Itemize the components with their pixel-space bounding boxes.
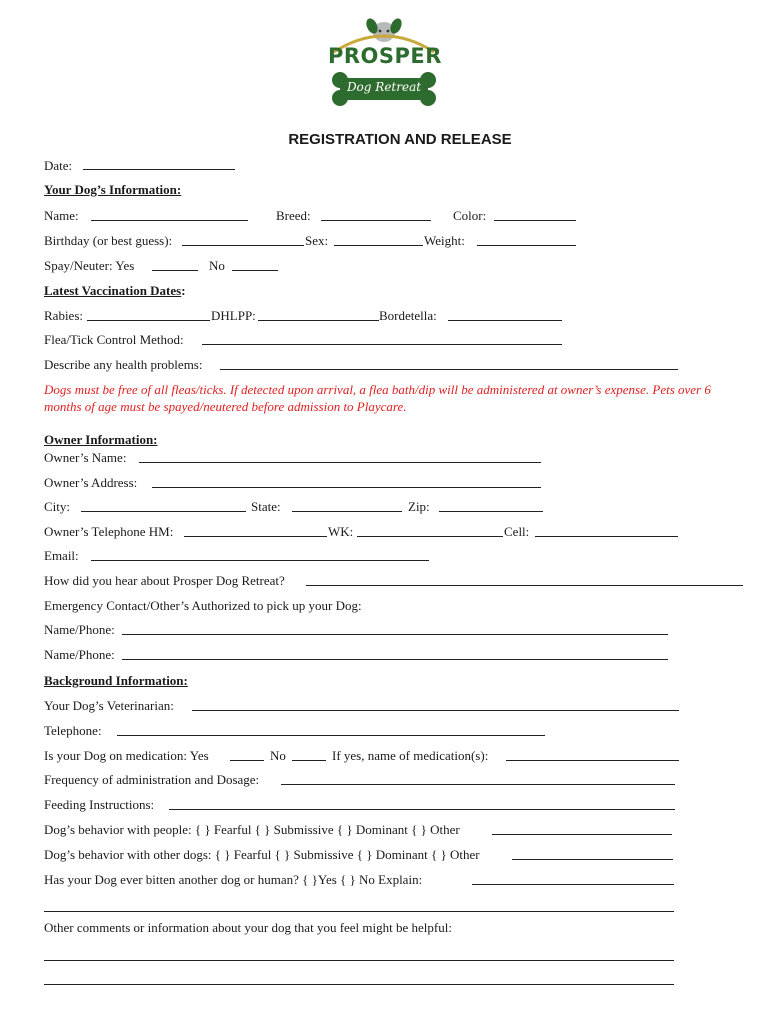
date-row <box>44 157 236 173</box>
bordetella-label: Bordetella: <box>379 308 437 323</box>
rabies-label: Rabies: <box>44 308 83 323</box>
vaccination-heading-row <box>44 283 186 299</box>
sex-label: Sex: <box>305 233 329 248</box>
medication-name-label: If yes, name of medication(s): <box>332 748 489 763</box>
vet-telephone-field[interactable] <box>117 723 545 736</box>
medication-no-field[interactable] <box>292 748 326 761</box>
state-field[interactable] <box>292 499 402 512</box>
medication-label: Is your Dog on medication: Yes <box>44 748 209 763</box>
spay-yes-field[interactable] <box>152 258 198 271</box>
city-label: City: <box>44 499 71 514</box>
prosper-dog-retreat-logo <box>328 16 440 116</box>
extra-explain-line[interactable] <box>44 911 674 912</box>
emergency-name-phone-1-field[interactable] <box>122 622 668 635</box>
hear-about-label: How did you hear about Prosper Dog Retreat? <box>44 573 285 588</box>
zip-field[interactable] <box>439 499 543 512</box>
dog-name-field[interactable] <box>91 208 248 221</box>
state-label: State: <box>251 499 281 514</box>
breed-field[interactable] <box>321 208 431 221</box>
rabies-field[interactable] <box>87 308 210 321</box>
weight-label: Weight: <box>424 233 465 248</box>
vet-telephone-label: Telephone: <box>44 723 102 738</box>
birthday-label: Birthday (or best guess): <box>44 233 173 248</box>
emergency-name-phone-1-label: Name/Phone: <box>44 622 115 637</box>
comments-line-2[interactable] <box>44 984 674 985</box>
dhlpp-label: DHLPP: <box>211 308 256 323</box>
email-label: Email: <box>44 548 79 563</box>
logo-brand-top: PROSPER <box>328 44 442 68</box>
bordetella-field[interactable] <box>448 308 562 321</box>
health-problems-field[interactable] <box>220 357 678 370</box>
behavior-people-other-field[interactable] <box>492 822 672 835</box>
birthday-field[interactable] <box>182 233 304 246</box>
emergency-name-phone-2-field[interactable] <box>122 647 668 660</box>
flea-tick-label: Flea/Tick Control Method: <box>44 332 184 347</box>
background-info-heading: Background Information: <box>44 673 188 688</box>
feeding-instructions-label: Feeding Instructions: <box>44 797 155 812</box>
medication-yes-field[interactable] <box>230 748 264 761</box>
city-field[interactable] <box>81 499 246 512</box>
dog-name-label: Name: <box>44 208 79 223</box>
flea-spay-warning: Dogs must be free of all fleas/ticks. If detected upon arrival, a flea bath/dip will be administered at owner’s expense. Pets over 6 months of age must be spayed/neutered before admission to Playcare. <box>44 382 711 414</box>
medication-name-field[interactable] <box>506 748 679 761</box>
weight-field[interactable] <box>477 233 576 246</box>
owner-name-field[interactable] <box>139 450 541 463</box>
owner-address-field[interactable] <box>152 475 541 488</box>
logo-brand-bottom: Dog Retreat <box>346 80 422 94</box>
owner-phone-wk-field[interactable] <box>357 524 503 537</box>
frequency-dosage-label: Frequency of administration and Dosage: <box>44 772 260 787</box>
veterinarian-label: Your Dog’s Veterinarian: <box>44 698 174 713</box>
date-label: Date: <box>44 158 73 173</box>
owner-info-heading: Owner Information: <box>44 432 158 447</box>
spay-no-label: No <box>209 258 225 273</box>
color-field[interactable] <box>494 208 576 221</box>
owner-cell-field[interactable] <box>535 524 678 537</box>
dhlpp-field[interactable] <box>258 308 379 321</box>
behavior-people-label: Dog’s behavior with people: { } Fearful { } Submissive { } Dominant { } Other <box>44 822 460 837</box>
sex-field[interactable] <box>334 233 423 246</box>
other-comments-label: Other comments or information about your dog that you feel might be helpful: <box>44 920 452 935</box>
bitten-explain-field[interactable] <box>472 872 674 885</box>
owner-phone-wk-label: WK: <box>328 524 354 539</box>
flea-tick-field[interactable] <box>202 332 562 345</box>
bitten-label: Has your Dog ever bitten another dog or human? { }Yes { } No Explain: <box>44 872 423 887</box>
medication-no-label: No <box>270 748 286 763</box>
vaccination-heading-colon: : <box>181 283 186 298</box>
feeding-instructions-field[interactable] <box>169 797 675 810</box>
spay-neuter-label: Spay/Neuter: Yes <box>44 258 135 273</box>
behavior-dogs-label: Dog’s behavior with other dogs: { } Fearful { } Submissive { } Dominant { } Other <box>44 847 480 862</box>
emergency-contact-label: Emergency Contact/Other’s Authorized to pick up your Dog: <box>44 598 362 613</box>
owner-phone-label: Owner’s Telephone HM: <box>44 524 174 539</box>
owner-phone-hm-field[interactable] <box>184 524 327 537</box>
breed-label: Breed: <box>276 208 311 223</box>
owner-name-label: Owner’s Name: <box>44 450 127 465</box>
dog-info-heading: Your Dog’s Information: <box>44 182 182 197</box>
email-field[interactable] <box>91 548 429 561</box>
zip-label: Zip: <box>408 499 430 514</box>
spay-no-field[interactable] <box>232 258 278 271</box>
owner-cell-label: Cell: <box>504 524 530 539</box>
comments-line-1[interactable] <box>44 960 674 961</box>
owner-address-label: Owner’s Address: <box>44 475 138 490</box>
hear-about-field[interactable] <box>306 573 743 586</box>
page-title: REGISTRATION AND RELEASE <box>288 131 512 148</box>
color-label: Color: <box>453 208 487 223</box>
frequency-dosage-field[interactable] <box>281 772 675 785</box>
health-problems-label: Describe any health problems: <box>44 357 203 372</box>
behavior-dogs-other-field[interactable] <box>512 847 673 860</box>
date-field[interactable] <box>83 157 235 170</box>
emergency-name-phone-2-label: Name/Phone: <box>44 647 115 662</box>
vaccination-heading: Latest Vaccination Dates <box>44 283 182 298</box>
veterinarian-field[interactable] <box>192 698 679 711</box>
